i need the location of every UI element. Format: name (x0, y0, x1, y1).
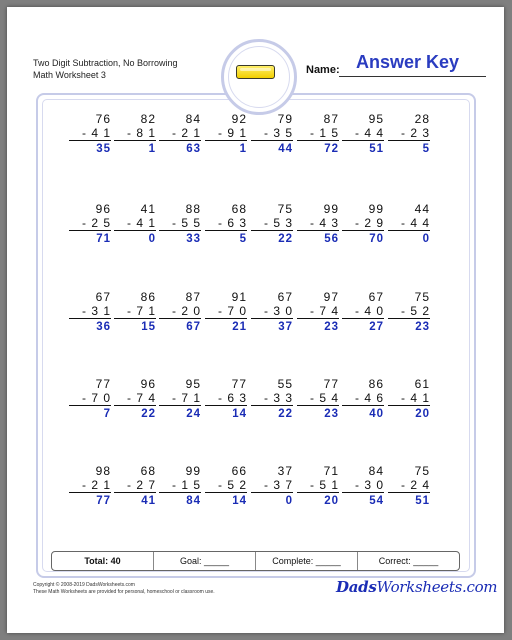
minuend: 91 (231, 290, 247, 304)
subtrahend: - 5 2 (388, 304, 430, 319)
subtraction-problem (205, 464, 247, 508)
subtrahend: - 5 2 (205, 478, 247, 493)
usage-notice: These Math Worksheets are provided for personal, homeschool or classroom use. (33, 589, 215, 595)
answer: 5 (239, 233, 247, 245)
subtrahend: - 3 1 (69, 304, 111, 319)
correct-field: Correct: _____ (357, 552, 459, 570)
minuend: 99 (368, 202, 384, 216)
subtraction-problem (69, 377, 111, 421)
subtraction-problem (342, 464, 384, 508)
minuend: 88 (185, 202, 201, 216)
answer: 7 (103, 408, 111, 420)
answer: 23 (324, 321, 339, 333)
minuend: 75 (414, 290, 430, 304)
minuend: 37 (277, 464, 293, 478)
subtraction-problem (342, 112, 384, 156)
subtraction-problem (159, 112, 201, 156)
subtrahend: - 8 1 (114, 126, 156, 141)
answer: 36 (96, 321, 111, 333)
title-line-2: Math Worksheet 3 (33, 70, 106, 80)
answer: 15 (141, 321, 156, 333)
subtrahend: - 7 4 (297, 304, 339, 319)
subtrahend: - 7 0 (69, 391, 111, 406)
subtraction-problem (388, 377, 430, 421)
subtrahend: - 4 4 (388, 216, 430, 231)
minuend: 77 (95, 377, 111, 391)
minuend: 41 (140, 202, 156, 216)
answer: 72 (324, 143, 339, 155)
subtrahend: - 2 4 (388, 478, 430, 493)
name-label: Name: (306, 64, 340, 76)
subtraction-problem (251, 377, 293, 421)
answer: 41 (141, 495, 156, 507)
minuend: 97 (323, 290, 339, 304)
subtrahend: - 4 1 (114, 216, 156, 231)
subtrahend: - 2 1 (159, 126, 201, 141)
subtraction-problem (297, 202, 339, 246)
minuend: 87 (323, 112, 339, 126)
subtrahend: - 4 3 (297, 216, 339, 231)
answer: 23 (324, 408, 339, 420)
answer: 54 (369, 495, 384, 507)
subtrahend: - 7 1 (159, 391, 201, 406)
subtraction-problem (251, 290, 293, 334)
subtrahend: - 2 7 (114, 478, 156, 493)
subtrahend: - 4 4 (342, 126, 384, 141)
subtraction-problem (342, 377, 384, 421)
subtrahend: - 5 1 (297, 478, 339, 493)
minuend: 96 (95, 202, 111, 216)
answer: 33 (186, 233, 201, 245)
answer: 20 (415, 408, 430, 420)
subtraction-problem (297, 290, 339, 334)
answer: 35 (96, 143, 111, 155)
minuend: 76 (95, 112, 111, 126)
subtrahend: - 3 0 (251, 304, 293, 319)
subtraction-problem (114, 464, 156, 508)
subtrahend: - 3 7 (251, 478, 293, 493)
subtraction-problem (69, 112, 111, 156)
total-count: Total: 40 (84, 556, 121, 566)
answer: 23 (415, 321, 430, 333)
subtrahend: - 2 9 (342, 216, 384, 231)
minuend: 75 (277, 202, 293, 216)
subtraction-problem (297, 112, 339, 156)
name-underline (339, 76, 486, 77)
subtrahend: - 4 1 (388, 391, 430, 406)
subtraction-problem (114, 290, 156, 334)
answer: 27 (369, 321, 384, 333)
subtrahend: - 1 5 (297, 126, 339, 141)
title-line-1: Two Digit Subtraction, No Borrowing (33, 58, 178, 68)
subtraction-problem (297, 377, 339, 421)
subtraction-problem (388, 290, 430, 334)
answer: 51 (369, 143, 384, 155)
subtraction-problem (69, 290, 111, 334)
minuend: 67 (368, 290, 384, 304)
answer: 84 (186, 495, 201, 507)
subtrahend: - 1 5 (159, 478, 201, 493)
answer: 22 (141, 408, 156, 420)
minuend: 99 (323, 202, 339, 216)
subtrahend: - 4 6 (342, 391, 384, 406)
subtrahend: - 4 0 (342, 304, 384, 319)
answer: 14 (232, 408, 247, 420)
answer: 71 (96, 233, 111, 245)
subtraction-problem (388, 464, 430, 508)
minuend: 96 (140, 377, 156, 391)
minuend: 68 (140, 464, 156, 478)
minuend: 28 (414, 112, 430, 126)
subtrahend: - 5 3 (251, 216, 293, 231)
minuend: 98 (95, 464, 111, 478)
subtrahend: - 5 4 (297, 391, 339, 406)
gold-bar-icon (236, 65, 275, 79)
subtrahend: - 7 0 (205, 304, 247, 319)
subtraction-problem (114, 112, 156, 156)
subtrahend: - 2 1 (69, 478, 111, 493)
minuend: 67 (95, 290, 111, 304)
worksheet-title (33, 57, 178, 81)
minuend: 44 (414, 202, 430, 216)
subtrahend: - 6 3 (205, 391, 247, 406)
answer: 24 (186, 408, 201, 420)
minuend: 77 (231, 377, 247, 391)
answer: 0 (422, 233, 430, 245)
minuend: 75 (414, 464, 430, 478)
answer: 20 (324, 495, 339, 507)
minuend: 66 (231, 464, 247, 478)
subtraction-problem (205, 112, 247, 156)
answer: 37 (278, 321, 293, 333)
answer: 14 (232, 495, 247, 507)
subtrahend: - 3 3 (251, 391, 293, 406)
minuend: 61 (414, 377, 430, 391)
subtraction-problem (342, 290, 384, 334)
minuend: 92 (231, 112, 247, 126)
subtrahend: - 5 5 (159, 216, 201, 231)
answer: 0 (148, 233, 156, 245)
subtrahend: - 7 1 (114, 304, 156, 319)
minuend: 95 (368, 112, 384, 126)
subtraction-problem (205, 290, 247, 334)
subtraction-problem (159, 377, 201, 421)
complete-field: Complete: _____ (255, 552, 357, 570)
subtrahend: - 9 1 (205, 126, 247, 141)
minuend: 55 (277, 377, 293, 391)
answer: 5 (422, 143, 430, 155)
subtrahend: - 2 3 (388, 126, 430, 141)
subtraction-problem (114, 202, 156, 246)
gold-bar-emblem (221, 39, 297, 115)
subtrahend: - 6 3 (205, 216, 247, 231)
score-bar (51, 551, 460, 571)
minuend: 95 (185, 377, 201, 391)
subtrahend: - 3 5 (251, 126, 293, 141)
answer: 56 (324, 233, 339, 245)
subtraction-problem (297, 464, 339, 508)
subtraction-problem (69, 464, 111, 508)
answer: 21 (232, 321, 247, 333)
subtraction-problem (69, 202, 111, 246)
subtrahend: - 3 0 (342, 478, 384, 493)
minuend: 86 (368, 377, 384, 391)
minuend: 87 (185, 290, 201, 304)
minuend: 77 (323, 377, 339, 391)
minuend: 99 (185, 464, 201, 478)
footer-notice (33, 582, 215, 596)
subtrahend: - 7 4 (114, 391, 156, 406)
copyright-text: Copyright © 2008-2019 DadsWorksheets.com (33, 582, 135, 588)
minuend: 86 (140, 290, 156, 304)
answer: 77 (96, 495, 111, 507)
minuend: 68 (231, 202, 247, 216)
answer: 1 (148, 143, 156, 155)
minuend: 79 (277, 112, 293, 126)
answer: 22 (278, 408, 293, 420)
subtraction-problem (388, 112, 430, 156)
subtraction-problem (251, 464, 293, 508)
answer: 67 (186, 321, 201, 333)
answer: 22 (278, 233, 293, 245)
dadsworksheets-logo: DadsWorksheets.com (336, 578, 498, 596)
answer: 44 (278, 143, 293, 155)
minuend: 71 (323, 464, 339, 478)
name-field (306, 52, 486, 76)
minuend: 67 (277, 290, 293, 304)
goal-field: Goal: _____ (153, 552, 255, 570)
subtraction-problem (114, 377, 156, 421)
answer: 70 (369, 233, 384, 245)
answer: 0 (285, 495, 293, 507)
subtrahend: - 2 0 (159, 304, 201, 319)
subtraction-problem (159, 290, 201, 334)
subtraction-problem (251, 112, 293, 156)
minuend: 84 (368, 464, 384, 478)
subtraction-problem (388, 202, 430, 246)
answer-key-heading: Answer Key (356, 52, 460, 72)
subtraction-problem (251, 202, 293, 246)
subtraction-problem (159, 464, 201, 508)
subtraction-problem (205, 377, 247, 421)
subtraction-problem (342, 202, 384, 246)
subtraction-problem (159, 202, 201, 246)
minuend: 84 (185, 112, 201, 126)
answer: 1 (239, 143, 247, 155)
subtraction-problem (205, 202, 247, 246)
answer: 63 (186, 143, 201, 155)
answer: 40 (369, 408, 384, 420)
answer: 51 (415, 495, 430, 507)
minuend: 82 (140, 112, 156, 126)
subtrahend: - 2 5 (69, 216, 111, 231)
subtrahend: - 4 1 (69, 126, 111, 141)
